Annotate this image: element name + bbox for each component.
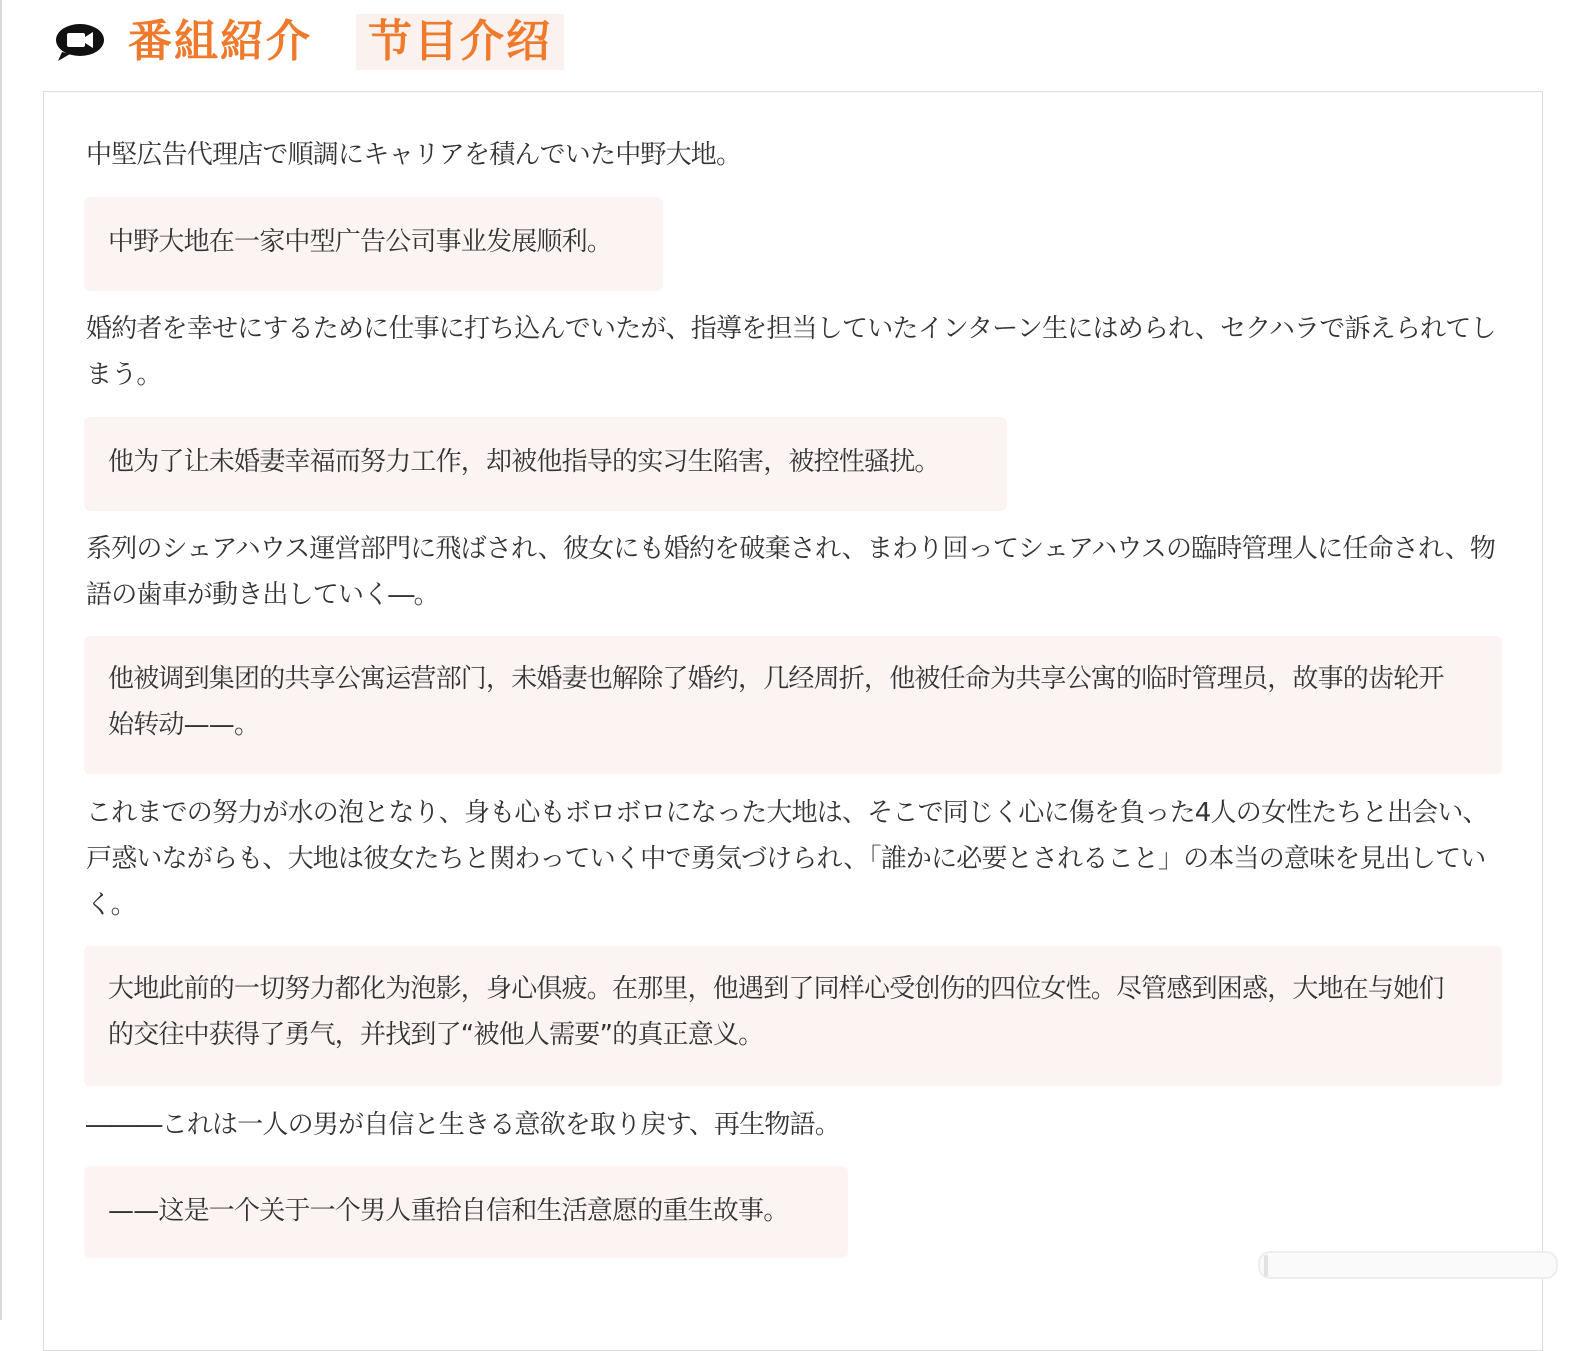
paragraph-ja-2: 婚約者を幸せにするために仕事に打ち込んでいたが、指導を担当していたインターン生にはめられ、セクハラで訴えられてしまう。 bbox=[86, 314, 1496, 390]
translation-zh-4: 大地此前的一切努力都化为泡影，身心俱疲。在那里，他遇到了同样心受创伤的四位女性。尽管感到困惑，大地在与她们的交往中获得了勇气，并找到了“被他人需要”的真正意义。 bbox=[84, 946, 1502, 1086]
paragraph-ja-1: 中堅広告代理店で順調にキャリアを積んでいた中野大地。 bbox=[86, 140, 742, 170]
paragraph-ja-3: 系列のシェアハウス運営部門に飛ばされ、彼女にも婚約を破棄され、まわり回ってシェアハウスの臨時管理人に任命され、物語の歯車が動き出していく―。 bbox=[86, 534, 1496, 610]
paragraph-ja-5: ―――これは一人の男が自信と生きる意欲を取り戻す、再生物語。 bbox=[86, 1110, 840, 1140]
left-border-line bbox=[0, 0, 2, 1320]
scrollbar-grip-icon bbox=[1264, 1255, 1268, 1277]
translation-zh-1: 中野大地在一家中型广告公司事业发展顺利。 bbox=[84, 197, 663, 291]
translation-zh-3: 他被调到集团的共享公寓运营部门，未婚妻也解除了婚约，几经周折，他被任命为共享公寓的临时管理员，故事的齿轮开始转动——。 bbox=[84, 636, 1502, 774]
translation-zh-2: 他为了让未婚妻幸福而努力工作，却被他指导的实习生陷害，被控性骚扰。 bbox=[84, 417, 1007, 511]
translation-zh-5: ——这是一个关于一个男人重拾自信和生活意愿的重生故事。 bbox=[84, 1166, 848, 1258]
section-header bbox=[54, 14, 564, 70]
section-title-japanese: 番組紹介 bbox=[128, 16, 312, 67]
paragraph-ja-4: これまでの努力が水の泡となり、身も心もボロボロになった大地は、そこで同じく心に傷を負った4人の女性たちと出会い、戸惑いながらも、大地は彼女たちと関わっていく中で勇気づけられ、「誰かに必要とされること」の本当の意味を見出していく。 bbox=[86, 798, 1488, 920]
video-camera-icon bbox=[54, 22, 106, 62]
section-title-chinese: 节目介绍 bbox=[356, 14, 564, 70]
horizontal-scrollbar-thumb[interactable] bbox=[1258, 1251, 1558, 1279]
